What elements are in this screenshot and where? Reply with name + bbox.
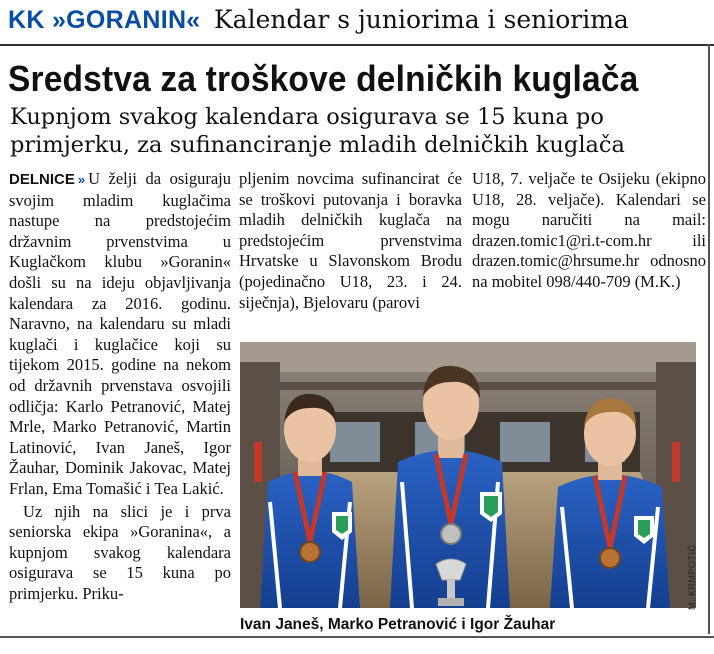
body-column-3 [472, 169, 706, 293]
team-photo [240, 342, 696, 608]
body-paragraph-2-cont: pljenim novcima sufinancirat će se troškovi putovanja i boravka mladih delničkih kuglača na predstojećim prvenstvima Hrvatske u Slavonskom Brodu (pojedinačno U18, 23. i 24. siječnja), Bjelovaru (parovi [239, 169, 462, 312]
team-photo-illustration [240, 342, 696, 608]
deck: Kupnjom svakog kalendara osigurava se 15 kuna po primjerku, za sufinanciranje mladih delničkih kuglača [10, 104, 625, 158]
right-border-rule [708, 44, 710, 634]
body-column-1 [9, 169, 231, 604]
body-paragraph-2: Uz njih na slici je i prva seniorska ekipa »Goranina«, a kupnjom svakog kalendara osigurava se 15 kuna po primjerku. Priku- [9, 501, 231, 603]
kicker-subtitle: Kalendar s juniorima i seniorima [214, 5, 629, 34]
body-column-2 [239, 169, 462, 313]
body-paragraph-1: U želji da osiguraju svojim mladim kuglačima nastupe na predstojećim državnim prvenstvima u Kuglačkom klubu »Goranin« došli su na ideju objavljivanja kalendara za 2016. godinu. Naravno, na kalendaru su mladi kuglači i kuglačice koji su tijekom 2015. godine na nekom od državnih prvenstava osvojili odličja: Karlo Petranović, Matej Mrle, Marko Petranović, Martin Latinović, Ivan Janeš, Igor Žauhar, Dominik Jakovac, Matej Frlan, Ema Tomašić i Tea Lakić. [9, 169, 231, 498]
photo-caption: Ivan Janeš, Marko Petranović i Igor Žauhar [240, 616, 556, 633]
club-kicker: KK »GORANIN« [8, 6, 201, 34]
dateline-arrow-icon: » [77, 172, 86, 187]
headline: Sredstva za troškove delničkih kuglača [8, 58, 639, 99]
kicker-bar [0, 0, 714, 46]
body-paragraph-3: U18, 7. veljače te Osijeku (ekipno U18, 28. veljače). Kalendari se mogu naručiti na mail: drazen.tomic1@ri.t-com.hr ili drazen.tomic@hrsume.hr odnosno na mobitel 098/440-709 (M.K.) [472, 169, 706, 291]
dateline: DELNICE [9, 171, 75, 188]
photo-credit: M. KRMPOTIĆ [687, 544, 697, 610]
bottom-border-rule [0, 636, 714, 638]
